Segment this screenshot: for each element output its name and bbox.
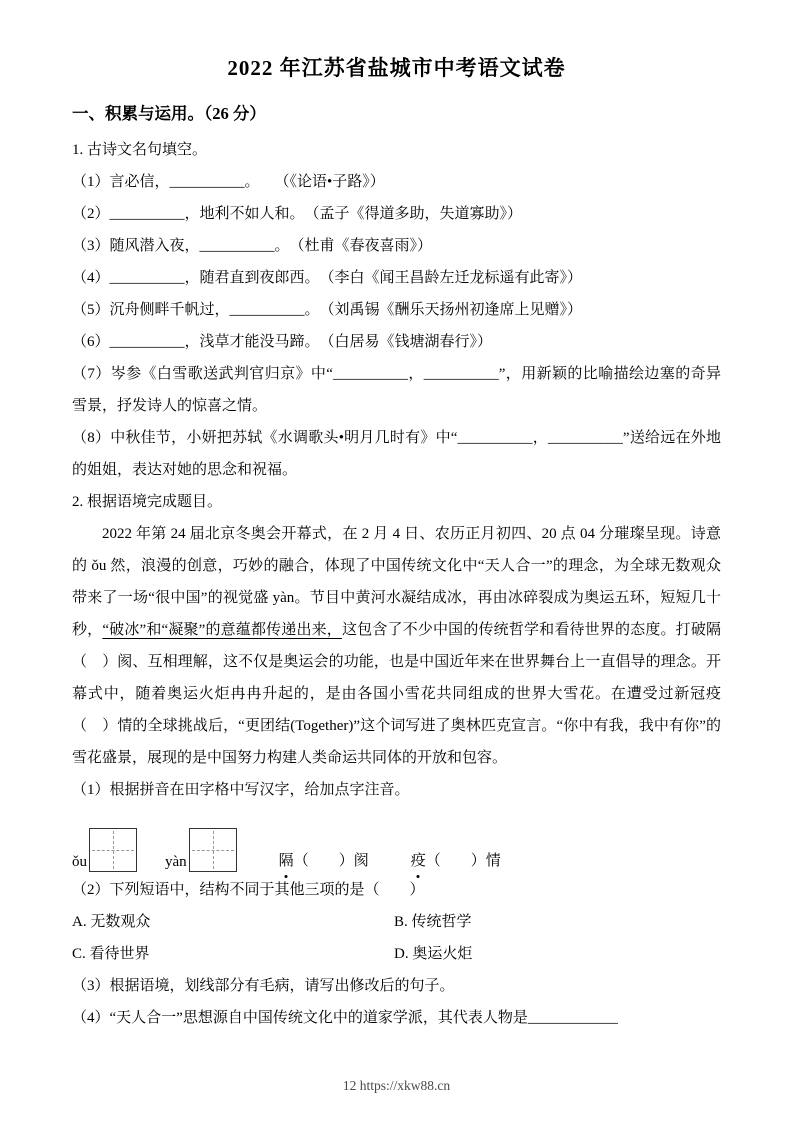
tianzige-grid-ou xyxy=(89,828,137,872)
char-qing: 情 xyxy=(485,853,501,869)
section1-heading: 一、积累与运用。（26 分） xyxy=(72,104,266,123)
q2-passage xyxy=(72,518,721,774)
q2-sub1-stem: （1）根据拼音在田字格中写汉字，给加点字注音。 xyxy=(72,782,410,798)
zhuyin-word-yiqing xyxy=(411,850,501,872)
q1-item-8: （8）中秋佳节，小妍把苏轼《水调歌头•明月几时有》中“__________，__________”送给远在外地的姐姐，表达对她的思念和祝福。 xyxy=(72,430,721,478)
passage-underlined-segment: “破冰”和“凝聚”的意蕴都传递出来， xyxy=(102,622,342,638)
zhuyin-word-gehe xyxy=(279,850,369,872)
tianzige-grid-yan xyxy=(189,828,237,872)
q2-sub3-stem: （3）根据语境，划线部分有毛病，请写出修改后的句子。 xyxy=(72,978,455,994)
q2-stem: 2. 根据语境完成题目。 xyxy=(72,494,223,510)
q1-item-1: （1）言必信，__________。 （《论语•子路》） xyxy=(72,174,385,190)
q1-item-5: （5）沉舟侧畔千帆过，__________。 （刘禹锡《酬乐天扬州初逢席上见赠》） xyxy=(72,302,583,318)
q2-sub2-options xyxy=(72,906,721,970)
pinyin-ou-label: ǒu xyxy=(72,854,87,870)
q1-stem: 1. 古诗文名句填空。 xyxy=(72,142,208,158)
q2-sub4-stem: （4）“天人合一”思想源自中国传统文化中的道家学派，其代表人物是____________ xyxy=(72,1010,618,1026)
option-c: C. 看待世界 xyxy=(72,946,150,962)
passage-part1: 2022 年第 24 届北京冬奥会开幕式，在 2 月 4 日、农历正月初四、20 点 04 分璀璨呈现。诗意的 ǒu 然，浪漫的创意，巧妙的融合，体现了中国传统文化中“天人合一”的理念，为全球无数观众带来了一场“很中国”的视觉盛 yàn。节目中黄河水凝结成冰，再由冰碎裂成为奥运五环，短短几十秒， xyxy=(72,526,721,638)
q1-item-7: （7）岑参《白雪歌送武判官归京》中“__________，__________”，用新颖的比喻描绘边塞的奇异雪景，抒发诗人的惊喜之情。 xyxy=(72,366,721,414)
option-d: D. 奥运火炬 xyxy=(394,946,473,962)
option-a: A. 无数观众 xyxy=(72,914,151,930)
q1-item-2: （2）__________，地利不如人和。 （孟子《得道多助，失道寡助》） xyxy=(72,206,523,222)
q2-sub2-stem: （2）下列短语中，结构不同于其他三项的是（ ） xyxy=(72,882,425,898)
q1-item-4: （4）__________，随君直到夜郎西。 （李白《闻王昌龄左迁龙标遥有此寄》） xyxy=(72,270,583,286)
zhuyin-blank-2: （ ） xyxy=(425,853,486,869)
dotted-char-ge: 隔 xyxy=(279,850,294,872)
q1-item-6: （6）__________，浅草才能没马蹄。 （白居易《钱塘湖春行》） xyxy=(72,334,493,350)
char-he: 阂 xyxy=(353,853,369,869)
dotted-char-yi: 疫 xyxy=(411,850,426,872)
zhuyin-blank-1: （ ） xyxy=(293,853,354,869)
page-footer: 12 https://xkw88.cn xyxy=(342,1078,451,1093)
page-title: 2022 年江苏省盐城市中考语文试卷 xyxy=(227,56,566,80)
passage-part2: 这包含了不少中国的传统哲学和看待世界的态度。打破隔（ ）阂、互相理解，这不仅是奥运会的功能，也是中国近年来在世界舞台上一直倡导的理念。开幕式中，随着奥运火炬冉冉升起的，是由各国小雪花共同组成的世界大雪花。在遭受过新冠疫（ ）情的全球挑战后，“更团结(Together)”这个词写进了奥林匹克宣言。“你中有我，我中有你”的雪花盛景，展现的是中国努力构建人类命运共同体的开放和包容。 xyxy=(72,622,721,766)
option-b: B. 传统哲学 xyxy=(394,914,472,930)
tianzige-row xyxy=(72,810,721,872)
pinyin-yan-label: yàn xyxy=(165,854,187,870)
q1-item-3: （3）随风潜入夜，__________。 （杜甫《春夜喜雨》） xyxy=(72,238,433,254)
